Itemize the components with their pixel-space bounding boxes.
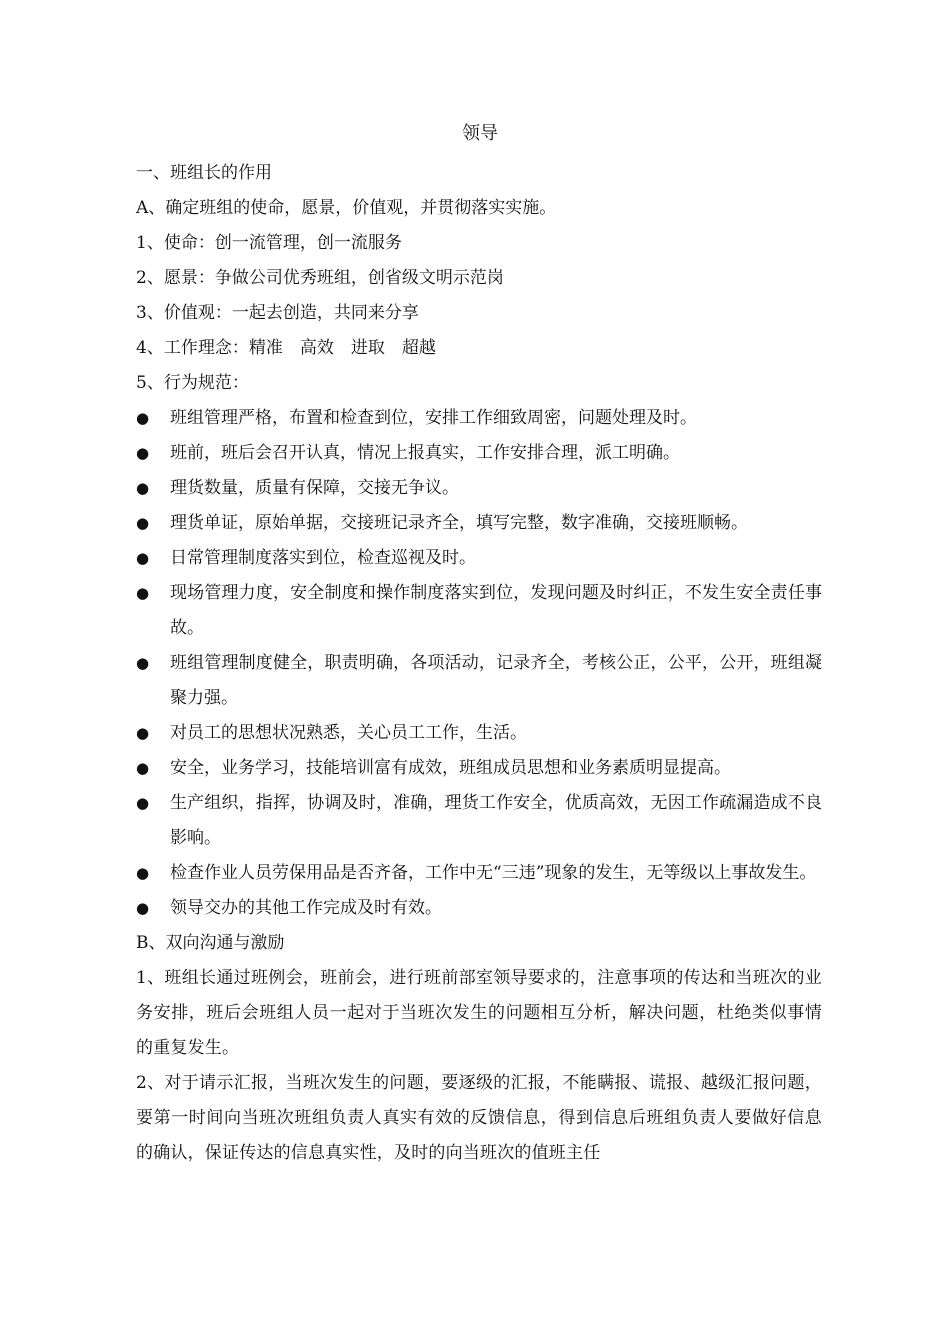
bullet-text: 安全，业务学习，技能培训富有成效，班组成员思想和业务素质明显提高。 <box>170 758 731 778</box>
bullet-icon: ● <box>136 479 150 497</box>
bullet-icon: ● <box>136 444 150 462</box>
section-heading: 一、班组长的作用 <box>136 163 272 183</box>
bullet-text: 理货数量，质量有保障，交接无争议。 <box>170 478 459 498</box>
item-code-of-conduct: 5、行为规范： <box>136 373 249 393</box>
bullet-text: 班前，班后会召开认真，情况上报真实，工作安排合理，派工明确。 <box>170 443 680 463</box>
bullet-item <box>136 646 822 716</box>
bullet-icon: ● <box>136 409 150 427</box>
paragraph: 1、班组长通过班例会，班前会，进行班前部室领导要求的，注意事项的传达和当班次的业务安排，班后会班组人员一起对于当班次发生的问题相互分析，解决问题，杜绝类似事情的重复发生。 <box>136 968 822 1058</box>
bullet-text: 班组管理严格，布置和检查到位，安排工作细致周密，问题处理及时。 <box>170 408 697 428</box>
bullet-item <box>136 436 822 471</box>
bullet-icon: ● <box>136 899 150 917</box>
item-work-philosophy: 4、工作理念：精准 高效 进取 超越 <box>136 338 436 358</box>
bullet-item <box>136 856 822 891</box>
document-title: 领导 <box>462 123 498 144</box>
bullet-item <box>136 401 822 436</box>
bullet-item <box>136 751 822 786</box>
document-body <box>136 156 822 1171</box>
bullet-icon: ● <box>136 514 150 532</box>
bullet-icon: ● <box>136 759 150 777</box>
bullet-item <box>136 506 822 541</box>
part-b-heading: B、双向沟通与激励 <box>136 933 285 953</box>
bullet-item <box>136 891 822 926</box>
bullet-text: 领导交办的其他工作完成及时有效。 <box>170 898 442 918</box>
bullet-icon: ● <box>136 864 150 882</box>
bullet-text: 现场管理力度，安全制度和操作制度落实到位，发现问题及时纠正，不发生安全责任事故。 <box>170 583 822 638</box>
item-mission: 1、使命：创一流管理，创一流服务 <box>136 233 402 253</box>
bullet-icon: ● <box>136 654 150 672</box>
bullet-text: 生产组织，指挥，协调及时，准确，理货工作安全，优质高效，无因工作疏漏造成不良影响。 <box>170 793 822 848</box>
bullet-icon: ● <box>136 584 150 602</box>
bullet-item <box>136 541 822 576</box>
bullet-icon: ● <box>136 549 150 567</box>
bullet-item <box>136 786 822 856</box>
bullet-text: 理货单证，原始单据，交接班记录齐全，填写完整，数字准确，交接班顺畅。 <box>170 513 748 533</box>
bullet-text: 对员工的思想状况熟悉，关心员工工作，生活。 <box>170 723 527 743</box>
bullet-item <box>136 471 822 506</box>
bullet-text: 日常管理制度落实到位，检查巡视及时。 <box>170 548 476 568</box>
part-a-heading: A、确定班组的使命，愿景，价值观，并贯彻落实实施。 <box>136 198 557 218</box>
bullet-text: 班组管理制度健全，职责明确，各项活动，记录齐全，考核公正，公平，公开，班组凝聚力强。 <box>170 653 822 708</box>
item-vision: 2、愿景：争做公司优秀班组，创省级文明示范岗 <box>136 268 504 288</box>
bullet-item <box>136 576 822 646</box>
bullet-icon: ● <box>136 794 150 812</box>
bullet-text: 检查作业人员劳保用品是否齐备，工作中无“三违”现象的发生，无等级以上事故发生。 <box>170 863 817 883</box>
paragraph: 2、对于请示汇报，当班次发生的问题，要逐级的汇报，不能瞒报、谎报、越级汇报问题，要第一时间向当班次班组负责人真实有效的反馈信息，得到信息后班组负责人要做好信息的确认，保证传达的信息真实性，及时的向当班次的值班主任 <box>136 1073 822 1163</box>
bullet-icon: ● <box>136 724 150 742</box>
item-values: 3、价值观：一起去创造，共同来分享 <box>136 303 419 323</box>
bullet-item <box>136 716 822 751</box>
